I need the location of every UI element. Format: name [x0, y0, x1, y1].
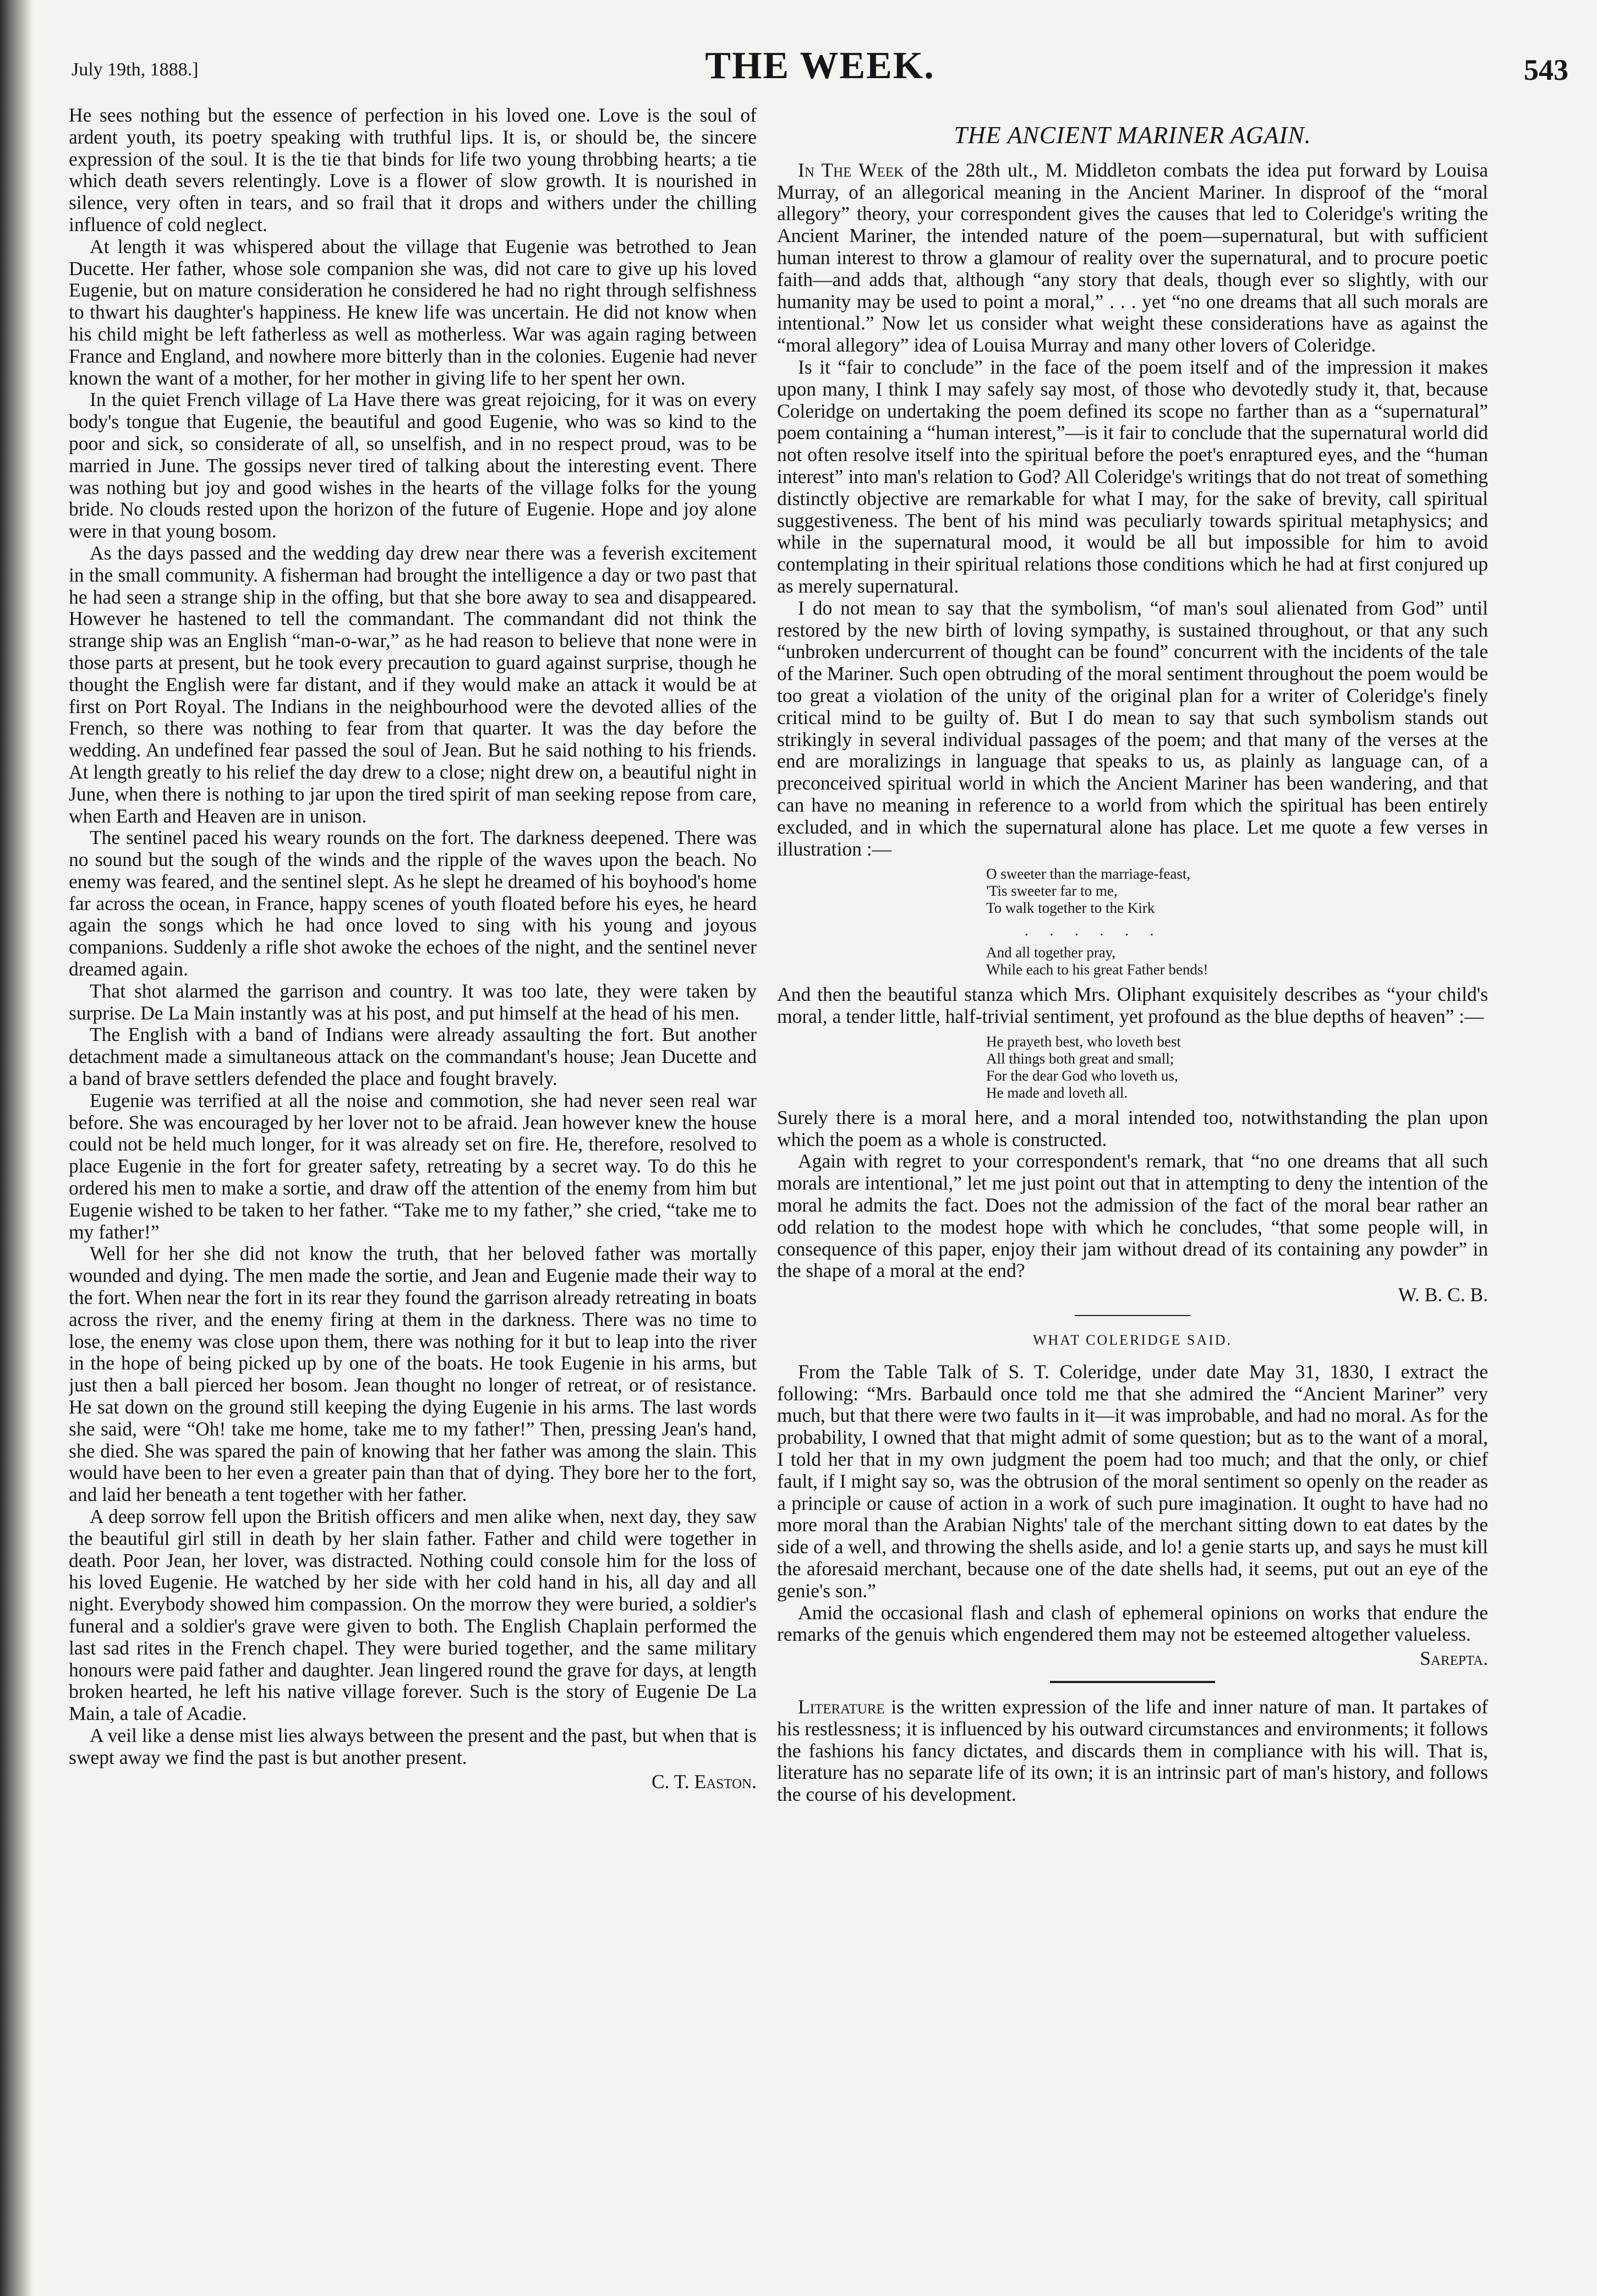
verse-line: To walk together to the Kirk [986, 900, 1155, 917]
verse-line: O sweeter than the marriage-feast, [986, 865, 1191, 883]
page-header [72, 43, 1568, 92]
article-paragraph: Is it “fair to conclude” in the face of the poem itself and of the impression it makes upon many, I think I may safely say most, of those who devotedly study it, that, because Coleridge on undertaking the poem defined its scope no farther than as a “supernatural” poem containing a “human interest,”—is it fair to conclude that the supernatural world did not often resolve itself into the spiritual before the poet's enraptured eyes, and the “human interest” into man's relation to God? All Coleridge's writings that do not treat of something distinctly objective are remarkable for what I may, for the sake of brevity, call spiritual suggestiveness. The bent of his mind was peculiarly towards spiritual metaphysics; and while in the supernatural mood, it would be all but impossible for him to avoid contemplating in their spiritual relations those conditions which he had at first conjured up as merely supernatural. [777, 355, 1488, 597]
article-paragraph: Surely there is a moral here, and a moral intended too, notwithstanding the plan upon which the poem as a whole is constructed. [777, 1106, 1488, 1150]
article-paragraph: Amid the occasional flash and clash of ephemeral opinions on works that endure the remarks of the genuis which engendered them may not be esteemed altogether valueless. [777, 1601, 1488, 1646]
article-paragraph: And then the beautiful stanza which Mrs. Oliphant exquisitely describes as “your child's moral, a tender little, half-trivial sentiment, yet profound as the blue depths of heaven” :— [777, 983, 1488, 1028]
section-title: WHAT COLERIDGE SAID. [1032, 1332, 1233, 1349]
author-signature: Sarepta. [1420, 1647, 1488, 1670]
paragraph-text: of the 28th ult., M. Middleton combats the idea put forward by Louisa Murray, of an allegorical meaning in the Ancient Mariner. In disproof of the “moral allegory” theory, your correspondent gives the causes that led to Coleridge's writing the Ancient Mariner, the intended nature of the poem—supernatural, but with sufficient human interest to throw a glamour of reality over the supernatural, and to procure poetic faith—and adds that, although “any story that deals, though ever so slightly, with our humanity may be used to point a moral,” . . . yet “no one dreams that all such morals are intentional.” Now let us consider what weight these considerations have as against the “moral allegory” idea of Louisa Murray and many other lovers of Coleridge. [777, 158, 1488, 357]
verse-line: All things both great and small; [986, 1050, 1174, 1067]
article-paragraph: From the Table Talk of S. T. Coleridge, under date May 31, 1830, I extract the following: “Mrs. Barbauld once told me that she admired the “Ancient Mariner” very much, but that there were two faults in it—it was improbable, and had no moral. As for the probability, I owned that that might admit of some question; but as to the want of a moral, I told her that in my own judgment the poem had too much; and that the only, or chief fault, if I might say so, was the obtrusion of the moral sentiment so openly on the reader as a principle or cause of action in a work of such pure imagination. It ought to have had no more moral than the Arabian Nights' tale of the merchant sitting down to eat dates by the side of a well, and throwing the shells aside, and lo! a genie starts up, and says he must kill the aforesaid merchant, because one of the date shells had, it seems, put out an eye of the genie's son.” [777, 1360, 1488, 1602]
story-paragraph: In the quiet French village of La Have there was great rejoicing, for it was on every body's tongue that Eugenie, the beautiful and good Eugenie, who was so kind to the poor and sick, so considerate of all, so unselfish, and in no respect proud, was to be married in June. The gossips never tired of talking about the interesting event. There was nothing but joy and good wishes in the hearts of the village folks for the young bride. No clouds rested upon the horizon of the future of Eugenie. Hope and joy alone were in that young bosom. [69, 388, 757, 543]
article-paragraph: I do not mean to say that the symbolism, “of man's soul alienated from God” until restored by the new birth of loving sympathy, is sustained throughout, or that any such “unbroken undercurrent of thought can be found” concurrent with the incidents of the tale of the Mariner. Such open obtruding of the moral sentiment throughout the poem would be too great a violation of the unity of the original plan for a writer of Coleridge's finely critical mind to be guilty of. But I do mean to say that such symbolism stands out strikingly in several individual passages of the poem; and that many of the verses at the end are moralizings in language that speaks to us, as plainly as language can, of a preconceived spiritual world in which the Ancient Mariner has been wandering, and that can have no meaning in reference to a world from which the spiritual has been entirely excluded, and in which the supernatural alone has place. Let me quote a few verses in illustration :— [777, 596, 1488, 860]
verse-line: 'Tis sweeter far to me, [986, 883, 1118, 900]
story-paragraph: A deep sorrow fell upon the British officers and men alike when, next day, they saw the beautiful girl still in death by her slain father. Father and child were together in death. Poor Jean, her lover, was distracted. Nothing could console him for the loss of his loved Eugenie. He watched by her side with her cold hand in his, all day and all night. Everybody showed him compassion. On the morrow they were buried, a soldier's funeral and a soldier's grave were given to both. The English Chaplain performed the last sad rites in the French chapel. They were buried together, and the same military honours were paid father and daughter. Jean lingered round the grave for days, at length broken hearted, he left his native village forever. Such is the story of Eugenie De La Main, a tale of Acadie. [69, 1505, 757, 1725]
verse-quote [777, 1033, 1488, 1102]
story-paragraph: The English with a band of Indians were already assaulting the fort. But another detachment made a simultaneous attack on the commandant's house; Jean Ducette and a band of brave settlers defended the place and fought bravely. [69, 1023, 757, 1090]
section-divider [1075, 1315, 1190, 1316]
verse-line: And all together pray, [986, 944, 1116, 961]
story-paragraph: He sees nothing but the essence of perfection in his loved one. Love is the soul of ardent youth, its poetry speaking with truthful lips. It is, or should be, the sincere expression of the soul. It is the tie that binds for life two young throbbing hearts; a tie which death severs relentingly. Love is a flower of slow growth. It is nourished in silence, very often in tears, and so frail that it drops and withers under the chilling influence of cold neglect. [69, 105, 757, 235]
author-signature: W. B. C. B. [1398, 1284, 1488, 1306]
section-divider [1050, 1681, 1215, 1683]
story-paragraph: Well for her she did not know the truth, that her beloved father was mortally wounded and dying. The men made the sortie, and Jean and Eugenie made their way to the fort. When near the fort in its rear they found the garrison already retreating in boats across the river, and the enemy firing at them in the darkness. There was no time to lose, the enemy was close upon them, there was nothing for it but to leap into the river in the hope of being picked up by one of the boats. He took Eugenie in his arms, but just then a ball pierced her bosom. Jean thought no longer of retreat, or of resistance. He sat down on the ground still keeping the dying Eugenie in his arms. The last words she said, were “Oh! take me home, take me to my father!” Then, pressing Jean's hand, she died. She was spared the pain of knowing that her father was among the slain. This would have been to her even a greater pain than that of dying. They bore her to the fort, and laid her beneath a tent together with her father. [69, 1242, 757, 1506]
paragraph-text: is the written expression of the life and inner nature of man. It partakes of his restlessness; it is influenced by his outward circumstances and environments; it follows the fashions his fancy dictates, and discards them in compliance with his will. That is, literature has no separate life of its own; it is an intrinsic part of man's history, and follows the course of his development. [777, 1696, 1488, 1806]
left-column [69, 105, 757, 2283]
issue-date: July 19th, 1888.] [72, 59, 199, 80]
story-paragraph: The sentinel paced his weary rounds on the fort. The darkness deepened. There was no sound but the sough of the winds and the ripple of the waves upon the beach. No enemy was feared, and the sentinel slept. As he slept he dreamed of his boyhood's home far across the ocean, in France, happy scenes of youth floated before his eyes, he heard again the songs which he had once loved to sing with his young and joyous companions. Suddenly a rifle shot awoke the echoes of the night, and the sentinel never dreamed again. [69, 826, 757, 980]
story-paragraph: A veil like a dense mist lies always between the present and the past, but when that is swept away we find the past is but another present. [69, 1724, 757, 1768]
story-paragraph: Eugenie was terrified at all the noise and commotion, she had never seen real war before. She was encouraged by her lover not to be afraid. Jean however knew the house could not be held much longer, for it was already set on fire. He, therefore, resolved to place Eugenie in the fort for greater safety, retreating by a secret way. To do this he ordered his men to make a sortie, and draw off the attention of the enemy from him but Eugenie wished to be taken to her father. “Take me to my father,” she cried, “take me to my father!” [69, 1089, 757, 1243]
verse-line: He prayeth best, who loveth best [986, 1033, 1181, 1050]
author-signature: C. T. Easton. [651, 1770, 757, 1793]
story-paragraph: At length it was whispered about the village that Eugenie was betrothed to Jean Ducette. Her father, whose sole companion she was, did not care to give up his loved Eugenie, but on mature consideration he considered he had no right through selfishness to thwart his daughter's happiness. He knew life was uncertain. He did not know when his child might be left fatherless as well as motherless. War was again raging between France and England, and nowhere more bitterly than in the colonies. Eugenie had never known the want of a mother, for her mother in giving life to her spent her own. [69, 235, 757, 389]
verse-ellipsis: . . . . . . [1025, 922, 1163, 939]
page-number: 543 [1524, 53, 1568, 86]
lead-words: Literature [798, 1696, 885, 1718]
article-paragraph [777, 160, 1488, 357]
article-paragraph [777, 1696, 1488, 1806]
right-column [777, 105, 1488, 2283]
article-paragraph: Again with regret to your correspondent's remark, that “no one dreams that all such morals are intentional,” let me just point out that in attempting to deny the intention of the moral he admits the fact. Does not the admission of the fact of the moral bear rather an odd relation to the modest hope with which he concludes, “that some people will, in consequence of this paper, enjoy their jam without dread of its containing any powder” in the shape of a moral at the end? [777, 1150, 1488, 1282]
verse-line: While each to his great Father bends! [986, 961, 1208, 978]
verse-line: He made and loveth all. [986, 1084, 1128, 1101]
story-paragraph: That shot alarmed the garrison and country. It was too late, they were taken by surprise. De La Main instantly was at his post, and put himself at the head of his men. [69, 979, 757, 1024]
article-title: THE ANCIENT MARINER AGAIN. [954, 122, 1311, 149]
verse-line: For the dear God who loveth us, [986, 1067, 1178, 1084]
story-paragraph: As the days passed and the wedding day drew near there was a feverish excitement in the small community. A fisherman had brought the intelligence a day or two past that he had seen a strange ship in the offing, but that she bore away to sea and disappeared. However he hastened to tell the commandant. The commandant did not think the strange ship was an English “man-o-war,” as he had reason to believe that none were in those parts at present, but he took every precaution to guard against surprise, though he thought the English were far distant, and if they would make an attack it would be at first on Port Royal. The Indians in the neighbourhood were the devoted allies of the French, so there was nothing to fear from that quarter. It was the day before the wedding. An undefined fear passed the soul of Jean. But he said nothing to his friends. At length greatly to his relief the day drew to a close; night drew on, a beautiful night in June, when there is nothing to jar upon the tired spirit of man seeking repose from care, when Earth and Heaven are in unison. [69, 541, 757, 827]
verse-quote [777, 865, 1488, 978]
page-edge-shadow [0, 0, 33, 2296]
masthead-title: THE WEEK. [705, 45, 935, 87]
lead-words: In The Week [798, 158, 904, 181]
